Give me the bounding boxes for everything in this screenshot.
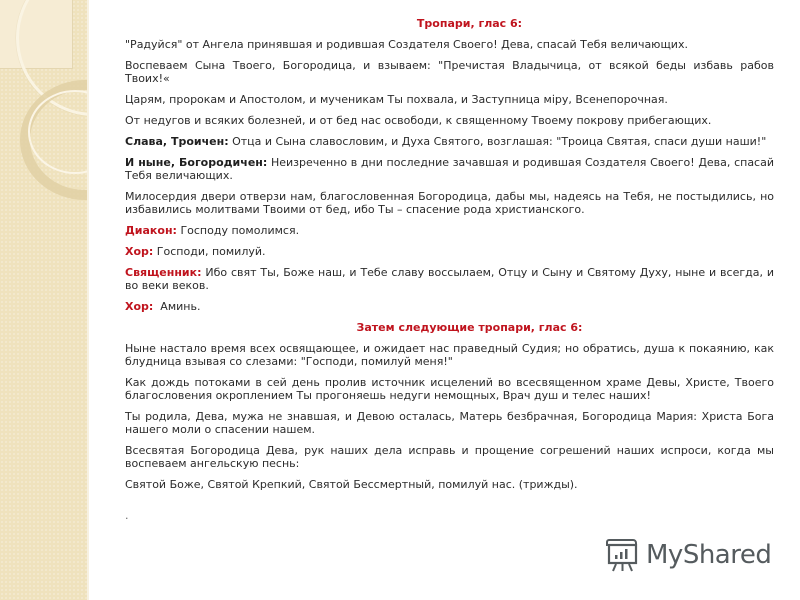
paragraph-label: Слава, Троичен: [125,135,229,148]
paragraph-choir [125,300,774,313]
paragraph-choir [125,245,774,258]
presentation-board-icon [606,537,640,573]
paragraph-label: И ныне, Богородичен: [125,156,268,169]
paragraph-theotokion [125,156,774,182]
section-subtitle: Затем следующие тропари, глас 6: [356,321,583,334]
paragraph: Ты родила, Дева, мужа не знавшая, и Девою осталась, Матерь безбрачная, Богородица Мария: Христа Бога нашего моли о спасении нашем. [125,410,774,436]
paragraph-text: Царям, пророкам и Апостолом, и мученикам Ты похвала, и Заступница міру, Всенепорочная. [125,93,668,106]
slide-content [125,12,774,522]
paragraph-text: Ибо свят Ты, Боже наш, и Тебе славу воссылаем, Отцу и Сыну и Святому Духу, ныне и всегда, и во веки веков. [125,266,774,292]
speaker-label: Хор: [125,245,154,258]
trailing-mark: . [125,509,129,522]
paragraph-text: Милосердия двери отверзи нам, благословенная Богородица, дабы мы, надеясь на Тебя, не постыдились, но избавились молитвами Твоими от бед, ибо Ты – спасение рода христианского. [125,190,774,216]
speaker-label: Хор: [125,300,154,313]
paragraph-text: Отца и Сына славословим, и Духа Святого, возглашая: "Троица Святая, спаси души наши!" [228,135,767,148]
paragraph-text: От недугов и всяких болезней, и от бед нас освободи, к священному Твоему покрову прибегающих. [125,114,712,127]
paragraph-glory-trinity [125,135,774,148]
speaker-label: Диакон: [125,224,177,237]
paragraph: Ныне настало время всех освящающее, и ожидает нас праведный Судия; но обратись, душа к покаянию, как блудница взывая со слезами: "Господи, помилуй меня!" [125,342,774,368]
paragraph-text: Аминь. [153,300,201,313]
paragraph-text: Неизреченно в дни последние зачавшая и родившая Создателя Своего! Дева, спасай Тебя величающих. [125,156,774,182]
paragraph: Святой Боже, Святой Крепкий, Святой Бессмертный, помилуй нас. (трижды). [125,478,578,491]
paragraph [125,59,774,85]
paragraph-text: Господу помолимся. [176,224,300,237]
paragraph: Всесвятая Богородица Дева, рук наших дела исправь и прощение согрешений наших испроси, когда мы воспеваем ангельскую песнь: [125,444,774,470]
decorative-sidebar [0,0,89,600]
speaker-label: Священник: [125,266,202,279]
paragraph-priest [125,266,774,292]
paragraph [125,38,774,51]
paragraph [125,93,774,106]
watermark-brand: MyShared [646,540,772,570]
paragraph: Как дождь потоками в сей день пролив источник исцелений во всесвященном храме Девы, Христе, Твоего благословения окроплением Ты прогоняешь недуги немощных, Врач душ и телес наших! [125,376,774,402]
myshared-watermark [606,535,771,575]
paragraph-text: "Радуйся" от Ангела принявшая и родившая Создателя Своего! Дева, спасай Тебя величающих. [125,38,688,51]
paragraph [125,114,774,127]
paragraph-deacon [125,224,774,237]
paragraph [125,190,774,216]
paragraph-text: Господи, помилуй. [153,245,266,258]
slide-title: Тропари, глас 6: [416,17,523,30]
paragraph-text: Воспеваем Сына Твоего, Богородица, и взываем: "Пречистая Владычица, от всякой беды избавь рабов Твоих!« [125,59,774,85]
